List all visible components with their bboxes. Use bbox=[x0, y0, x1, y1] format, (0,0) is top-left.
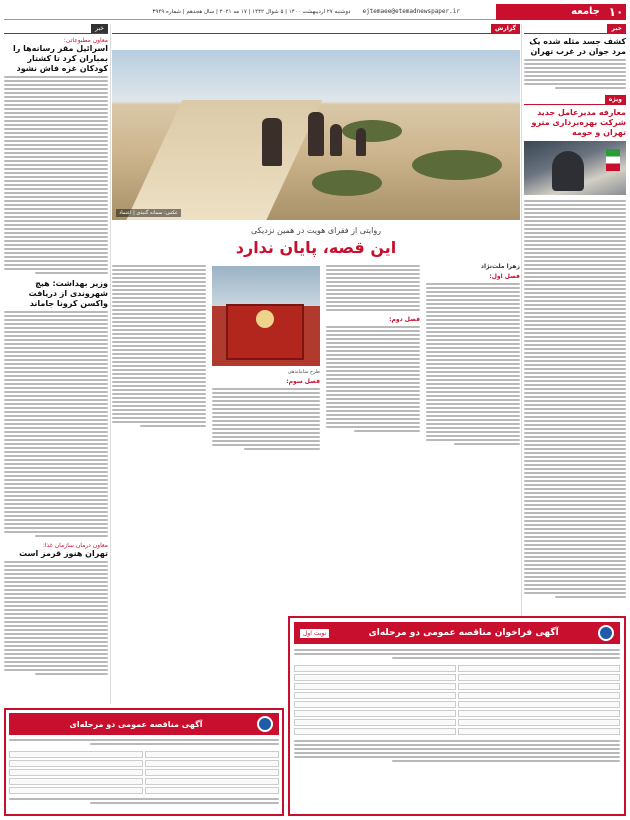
article-column bbox=[112, 263, 206, 452]
bush-graphic bbox=[312, 170, 382, 196]
section-subhead: فصل اول: bbox=[489, 273, 520, 280]
person-graphic bbox=[262, 118, 282, 166]
emblem-icon bbox=[256, 310, 274, 328]
article-subtitle: روایتی از فقرای هویت در همین نزدیکی bbox=[250, 226, 382, 235]
ad-title-bar bbox=[294, 622, 620, 644]
ad-body bbox=[294, 647, 620, 661]
bush-graphic bbox=[342, 120, 402, 142]
report-tag: گزارش bbox=[491, 24, 520, 33]
story-headline[interactable]: کشف جسد مثله شده یک مرد جوان در غرب تهران bbox=[529, 37, 626, 56]
child-graphic bbox=[330, 124, 342, 156]
inset-photo bbox=[212, 266, 320, 366]
column-divider bbox=[110, 24, 111, 704]
ad-table bbox=[9, 751, 279, 794]
news-tag: خبر bbox=[607, 24, 626, 33]
company-logo-icon bbox=[598, 625, 614, 641]
road-graphic bbox=[122, 100, 323, 220]
story-headline[interactable]: تهران هنوز قرمز است bbox=[19, 549, 108, 558]
main-photo bbox=[112, 50, 520, 220]
byline: زهرا ملت‌نژاد bbox=[480, 263, 520, 270]
article-column bbox=[326, 263, 420, 452]
special-tag: ویژه bbox=[605, 95, 626, 104]
article-column bbox=[426, 263, 520, 452]
photo-credit: عکس: سمانه گنبدی | اعتماد bbox=[116, 209, 181, 217]
issue-date-line: دوشنبه ۲۷ اردیبهشت ۱۴۰۰ | ۵ شوال ۱۴۴۲ | ۱۷ مه ۲۰۲۱ | سال هجدهم | شماره ۳۹۴۹ bbox=[152, 8, 351, 15]
ad-body bbox=[294, 738, 620, 764]
flag-graphic bbox=[606, 149, 620, 171]
tender-advertisement[interactable] bbox=[4, 708, 284, 816]
ad-body bbox=[9, 796, 279, 806]
article-body bbox=[112, 263, 520, 452]
person-graphic bbox=[308, 112, 324, 156]
column-divider bbox=[521, 24, 522, 616]
page-header bbox=[4, 4, 626, 20]
section-subhead: فصل سوم: bbox=[286, 378, 320, 385]
left-column bbox=[4, 24, 108, 700]
right-column bbox=[524, 24, 626, 616]
story-body bbox=[4, 74, 108, 276]
ad-title-bar bbox=[9, 713, 279, 735]
story-body bbox=[524, 198, 626, 600]
story-body bbox=[524, 57, 626, 91]
center-column bbox=[112, 24, 520, 616]
ad-title: آگهی مناقصه عمومی دو مرحله‌ای bbox=[69, 719, 203, 729]
ad-body bbox=[9, 737, 279, 747]
news-tag: خبر bbox=[91, 24, 108, 33]
person-graphic bbox=[552, 151, 584, 191]
story-headline[interactable]: اسرائیل مقر رسانه‌ها را بمباران کرد تا کشتار کودکان غزه فاش نشود bbox=[12, 44, 108, 73]
ad-table bbox=[294, 665, 620, 735]
article-column bbox=[212, 263, 320, 452]
section-title: جامعه bbox=[496, 4, 606, 20]
story-kicker: معاون درمان سازمان غذا: bbox=[42, 542, 108, 549]
story-kicker: معاون مطبوعاتی: bbox=[63, 37, 108, 44]
company-logo-icon bbox=[257, 716, 273, 732]
tender-advertisement[interactable] bbox=[288, 616, 626, 816]
bush-graphic bbox=[412, 150, 502, 180]
ad-number: نوبت اول bbox=[300, 629, 329, 638]
article-title[interactable]: این قصه، پایان ندارد bbox=[235, 238, 397, 257]
page-number: ۱۰ bbox=[606, 4, 626, 20]
story-body bbox=[4, 559, 108, 677]
story-body bbox=[4, 309, 108, 539]
news-photo bbox=[524, 141, 626, 195]
story-headline[interactable]: معارفه مدیرعامل جدید شرکت بهره‌برداری مترو تهران و حومه bbox=[531, 108, 626, 137]
section-subhead: فصل دوم: bbox=[389, 316, 420, 323]
section-email[interactable]: ejtemaee@etemadnewspaper.ir bbox=[362, 8, 460, 15]
story-headline[interactable]: وزیر بهداشت: هیچ شهروندی از دریافت واکسن کرونا جاماند bbox=[28, 279, 108, 308]
ad-title: آگهی فراخوان مناقصه عمومی دو مرحله‌ای bbox=[368, 628, 559, 638]
child-graphic bbox=[356, 128, 366, 156]
inset-caption: طرح ساماندهی bbox=[287, 369, 320, 375]
